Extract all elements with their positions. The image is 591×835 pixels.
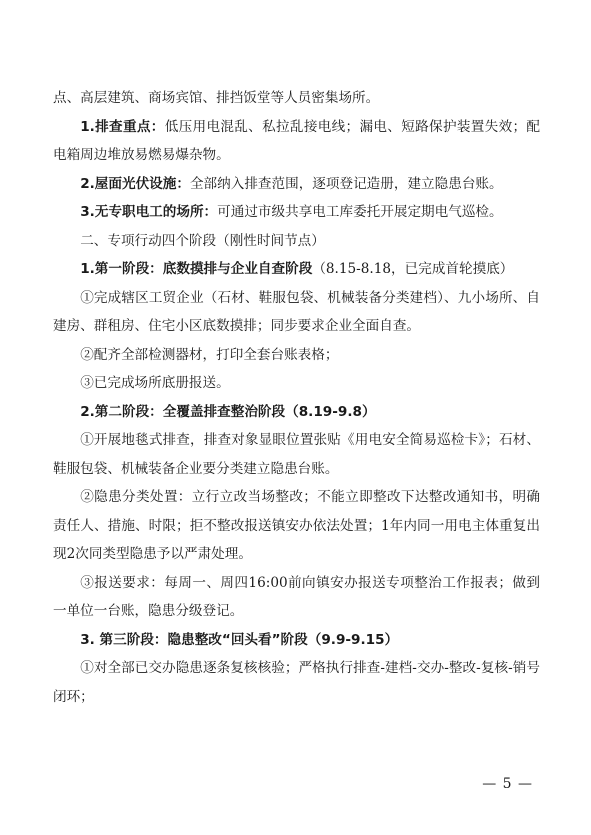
paragraph-14 — [53, 654, 540, 711]
paragraph-0 — [53, 84, 540, 113]
section-heading — [53, 227, 540, 256]
paragraph-9-lead: 2.第二阶段：全覆盖排查整治阶段（8.19-9.8） — [80, 403, 376, 420]
stage-1-heading — [53, 255, 540, 284]
paragraph-3 — [53, 198, 540, 227]
paragraph-10-text: ①开展地毯式排查，排查对象显眼位置张贴《用电安全简易巡检卡》；石材、鞋服包袋、机械装备企业要分类建立隐患台账。 — [53, 432, 540, 477]
paragraph-8-text: ③已完成场所底册报送。 — [80, 375, 230, 391]
document-body — [53, 84, 540, 711]
paragraph-10 — [53, 426, 540, 483]
paragraph-4-text: 二、专项行动四个阶段（刚性时间节点） — [80, 232, 325, 249]
page-number: — 5 — — [482, 776, 533, 792]
paragraph-6 — [53, 284, 540, 341]
paragraph-3-lead: 3.无专职电工的场所： — [80, 204, 218, 220]
paragraph-5-text: （8.15-8.18，已完成首轮摸底） — [312, 261, 514, 277]
paragraph-8 — [53, 369, 540, 398]
paragraph-0-text: 点、高层建筑、商场宾馆、排挡饭堂等人员密集场所。 — [53, 90, 380, 106]
paragraph-7 — [53, 341, 540, 370]
paragraph-1-lead: 1.排查重点： — [80, 118, 165, 135]
stage-2-heading — [53, 398, 540, 427]
paragraph-13-lead: 3. 第三阶段：隐患整改“回头看”阶段（9.9-9.15） — [80, 631, 399, 648]
paragraph-14-text: ①对全部已交办隐患逐条复核核验；严格执行排查-建档-交办-整改-复核-销号闭环； — [53, 660, 540, 705]
paragraph-6-text: ①完成辖区工贸企业（石材、鞋服包袋、机械装备分类建档）、九小场所、自建房、群租房、住宅小区底数摸排；同步要求企业全面自查。 — [53, 289, 540, 334]
paragraph-11 — [53, 483, 540, 569]
paragraph-2 — [53, 170, 540, 199]
paragraph-5-lead: 1.第一阶段：底数摸排与企业自查阶段 — [80, 261, 313, 277]
paragraph-1-text: 低压用电混乱、私拉乱接电线；漏电、短路保护装置失效；配电箱周边堆放易燃易爆杂物。 — [53, 118, 541, 163]
paragraph-3-text: 可通过市级共享电工库委托开展定期电气巡检。 — [217, 204, 503, 220]
paragraph-12 — [53, 569, 540, 626]
paragraph-2-text: 全部纳入排查范围，逐项登记造册，建立隐患台账。 — [189, 175, 503, 192]
paragraph-1 — [53, 113, 540, 170]
paragraph-7-text: ②配齐全部检测器材，打印全套台账表格； — [80, 346, 339, 363]
paragraph-11-text: ②隐患分类处置：立行立改当场整改；不能立即整改下达整改通知书，明确责任人、措施、时限；拒不整改报送镇安办依法处置；1年内同一用电主体重复出现2次同类型隐患予以严肃处理。 — [53, 489, 540, 562]
stage-3-heading — [53, 626, 540, 655]
paragraph-2-lead: 2.屋面光伏设施： — [80, 175, 190, 192]
paragraph-12-text: ③报送要求：每周一、周四16:00前向镇安办报送专项整治工作报表；做到一单位一台账，隐患分级登记。 — [53, 574, 540, 619]
